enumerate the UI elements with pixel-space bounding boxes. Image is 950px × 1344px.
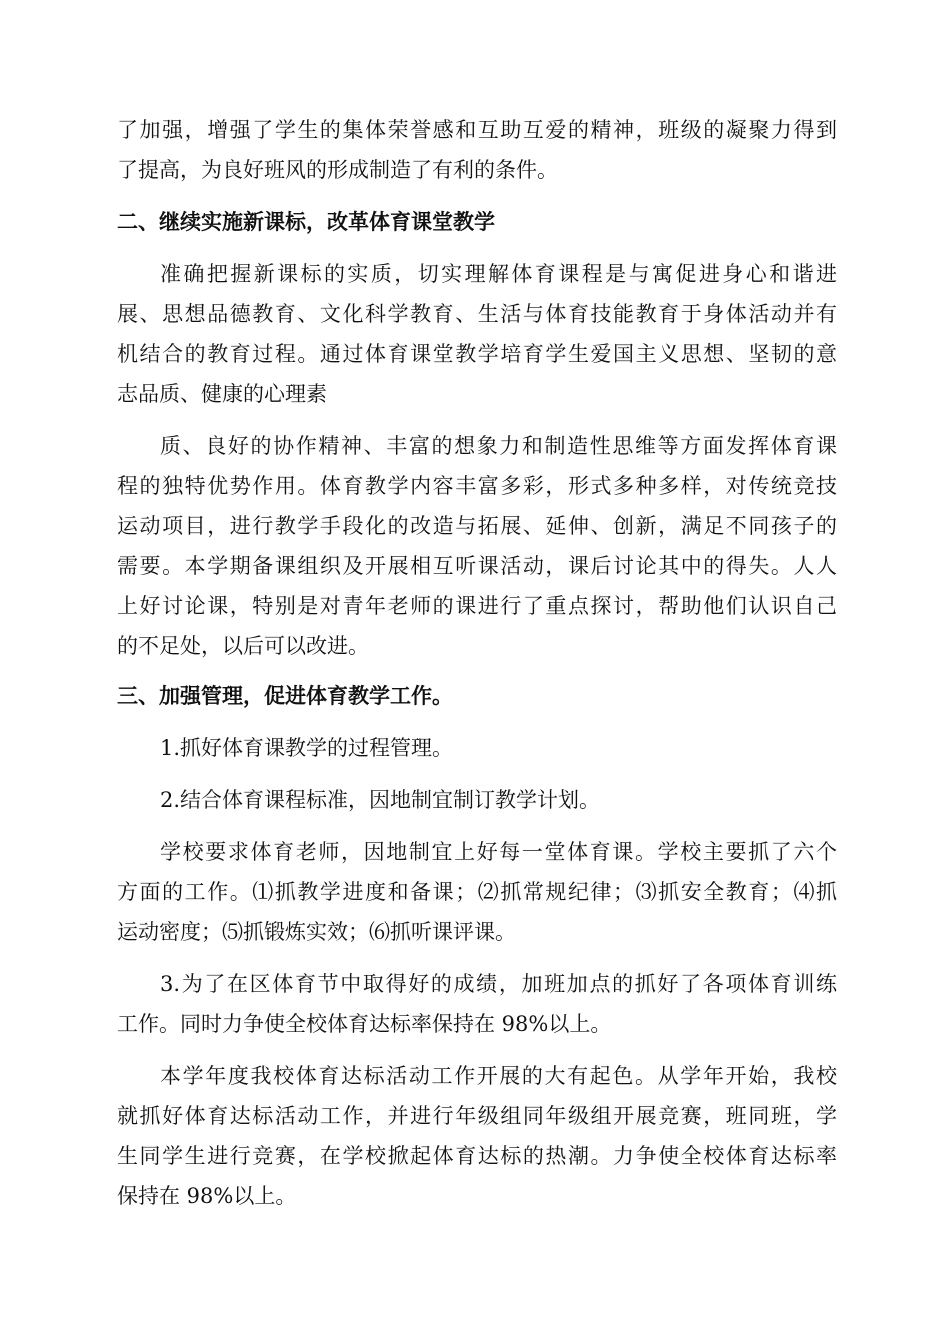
paragraph-standards-line: 展、思想品德教育、文化科学教育、生活与体育技能教育于身体活动并有	[117, 302, 837, 326]
paragraph-standards-line: 机结合的教育过程。通过体育课堂教学培育学生爱国主义思想、坚韧的意	[117, 342, 837, 366]
paragraph-standards-line: 志品质、健康的心理素	[117, 382, 327, 406]
paragraph-year-line: 就抓好体育达标活动工作，并进行年级组同年级组开展竞赛，班同班，学	[117, 1104, 837, 1128]
paragraph-quality-line: 程的独特优势作用。体育教学内容丰富多彩，形式多种多样，对传统竞技	[117, 474, 837, 498]
paragraph-intro-line: 了加强，增强了学生的集体荣誉感和互助互爱的精神，班级的凝聚力得到	[117, 118, 837, 142]
paragraph-school-line: 方面的工作。⑴抓教学进度和备课；⑵抓常规纪律；⑶抓安全教育；⑷抓	[117, 880, 837, 904]
paragraph-quality-line: 需要。本学期备课组织及开展相互听课活动，课后讨论其中的得失。人人	[117, 554, 837, 578]
paragraph-quality-line: 运动项目，进行教学手段化的改造与拓展、延伸、创新，满足不同孩子的	[117, 514, 837, 538]
list-item-2: 2.结合体育课程标准，因地制宜制订教学计划。	[160, 788, 601, 812]
paragraph-school-line: 学校要求体育老师，因地制宜上好每一堂体育课。学校主要抓了六个	[160, 840, 837, 864]
paragraph-year-line: 本学年度我校体育达标活动工作开展的大有起色。从学年开始，我校	[160, 1064, 837, 1088]
paragraph-year-line: 保持在 98%以上。	[117, 1184, 297, 1208]
paragraph-item3-line: 3.为了在区体育节中取得好的成绩，加班加点的抓好了各项体育训练	[160, 972, 837, 996]
paragraph-standards-line: 准确把握新课标的实质，切实理解体育课程是与寓促进身心和谐进	[160, 262, 837, 286]
paragraph-quality-line: 的不足处，以后可以改进。	[117, 634, 369, 658]
section-heading-2: 二、继续实施新课标，改革体育课堂教学	[117, 210, 495, 234]
section-heading-3: 三、加强管理，促进体育教学工作。	[117, 684, 453, 708]
paragraph-year-line: 生同学生进行竞赛，在学校掀起体育达标的热潮。力争使全校体育达标率	[117, 1144, 837, 1168]
paragraph-school-line: 运动密度；⑸抓锻炼实效；⑹抓听课评课。	[117, 920, 516, 944]
paragraph-item3-line: 工作。同时力争使全校体育达标率保持在 98%以上。	[117, 1012, 612, 1036]
list-item-1: 1.抓好体育课教学的过程管理。	[160, 736, 454, 760]
paragraph-quality-line: 质、良好的协作精神、丰富的想象力和制造性思维等方面发挥体育课	[160, 434, 837, 458]
paragraph-intro-line: 了提高，为良好班风的形成制造了有利的条件。	[117, 158, 558, 182]
paragraph-quality-line: 上好讨论课，特别是对青年老师的课进行了重点探讨，帮助他们认识自己	[117, 594, 837, 618]
